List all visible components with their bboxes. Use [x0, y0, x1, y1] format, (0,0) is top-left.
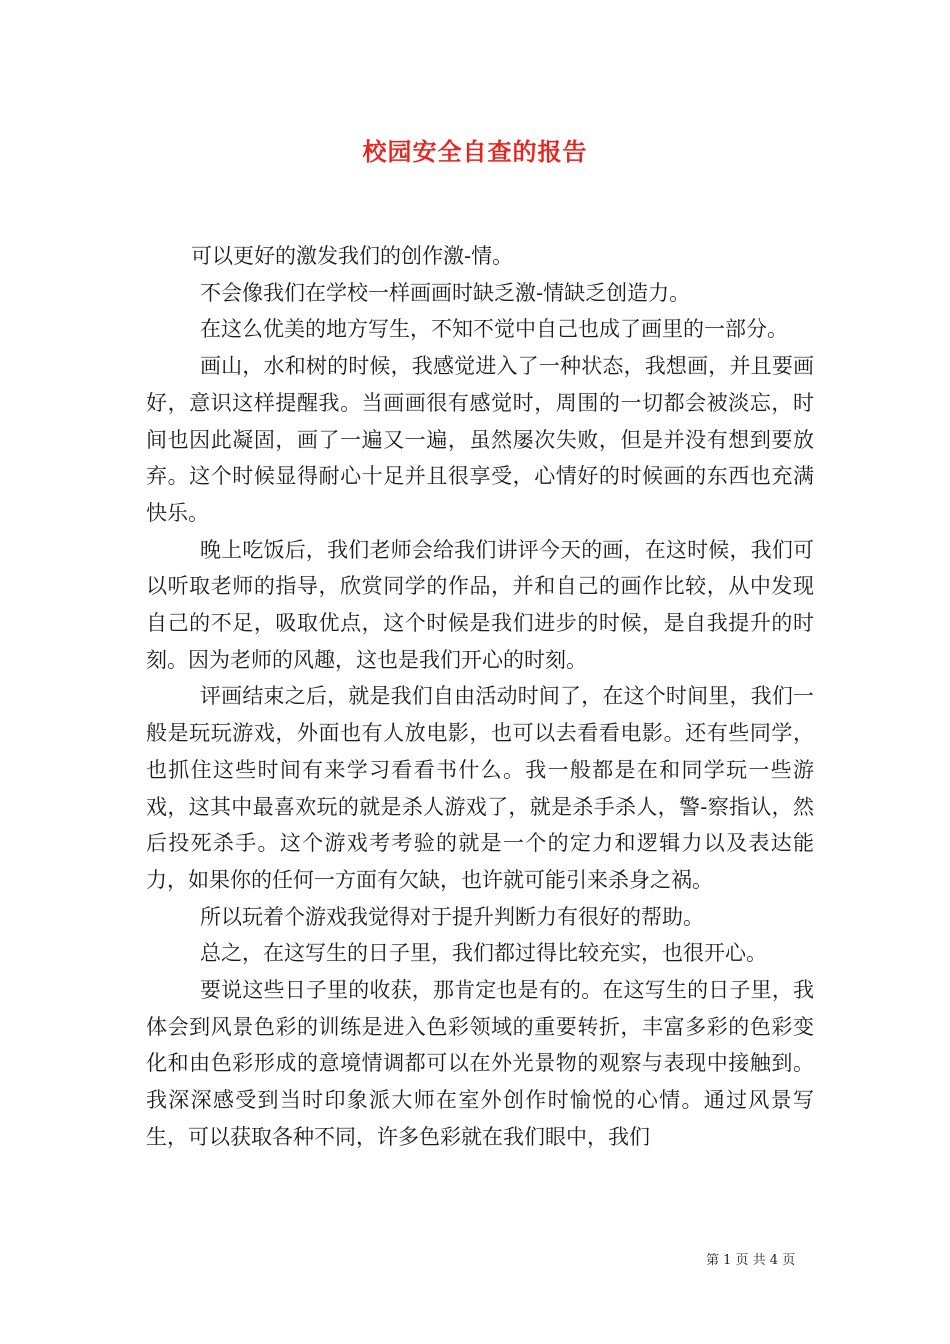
page-number-footer: 第 1 页 共 4 页 [706, 1253, 796, 1268]
paragraph-6: 评画结束之后，就是我们自由活动时间了，在这个时间里，我们一般是玩玩游戏，外面也有人放电影，也可以去看看电影。还有些同学，也抓住这些时间有来学习看看书什么。我一般都是在和同学玩一些游戏，这其中最喜欢玩的就是杀人游戏了，就是杀手杀人，警-察指认，然后投死杀手。这个游戏考考验的就是一个的定力和逻辑力以及表达能力，如果你的任何一方面有欠缺，也许就可能引来杀身之祸。 [146, 684, 814, 892]
paragraph-3: 在这么优美的地方写生，不知不觉中自己也成了画里的一部分。 [200, 317, 788, 342]
paragraph-9: 要说这些日子里的收获，那肯定也是有的。在这写生的日子里，我体会到风景色彩的训练是进入色彩领域的重要转折，丰富多彩的色彩变化和由色彩形成的意境情调都可以在外光景物的观察与表现中接触到。我深深感受到当时印象派大师在室外创作时愉悦的心情。通过风景写生，可以获取各种不同，许多色彩就在我们眼中，我们 [146, 978, 814, 1149]
document-title: 校园安全自查的报告 [362, 137, 588, 166]
paragraph-1: 可以更好的激发我们的创作激-情。 [191, 244, 514, 268]
paragraph-8: 总之，在这写生的日子里，我们都过得比较充实，也很开心。 [200, 941, 767, 966]
paragraph-7: 所以玩着个游戏我觉得对于提升判断力有很好的帮助。 [200, 904, 704, 929]
paragraph-4: 画山，水和树的时候，我感觉进入了一种状态，我想画，并且要画好，意识这样提醒我。当画画很有感觉时，周围的一切都会被淡忘，时间也因此凝固，画了一遍又一遍，虽然屡次失败，但是并没有想到要放弃。这个时候显得耐心十足并且很享受，心情好的时候画的东西也充满快乐。 [146, 354, 814, 525]
document-body [146, 238, 814, 1156]
paragraph-2: 不会像我们在学校一样画画时缺乏激-情缺乏创造力。 [200, 280, 691, 305]
paragraph-5: 晚上吃饭后，我们老师会给我们讲评今天的画，在这时候，我们可以听取老师的指导，欣赏同学的作品，并和自己的画作比较，从中发现自己的不足，吸取优点，这个时候是我们进步的时候，是自我提升的时刻。因为老师的风趣，这也是我们开心的时刻。 [146, 537, 814, 672]
